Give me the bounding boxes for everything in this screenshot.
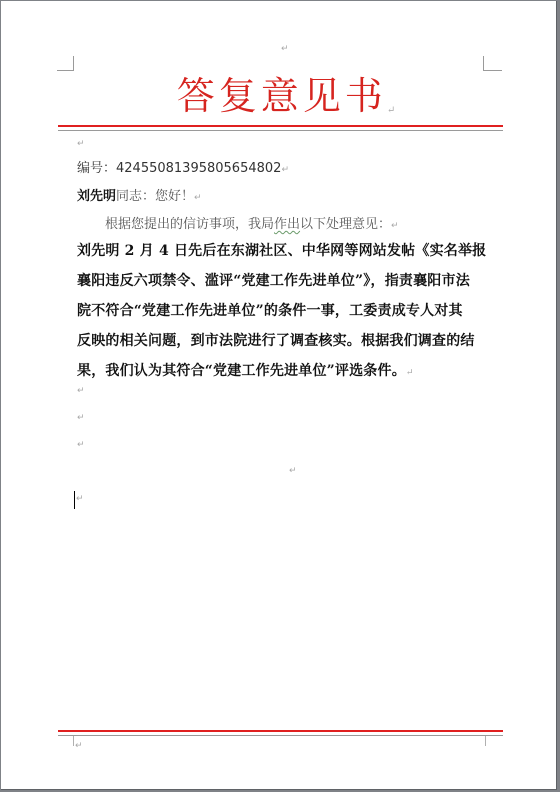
paragraph-mark: ↵ xyxy=(77,139,85,149)
serial-number: 424550813958056548​02 xyxy=(116,161,282,176)
margin-corner-bottom-left xyxy=(73,736,74,746)
recipient-name: 刘先明 xyxy=(77,189,117,204)
body-line: 院不符合“党建工作先进单位”的条件一事，工委责成专人对其 xyxy=(77,303,463,319)
paragraph-mark: ↵ xyxy=(405,368,414,378)
body-line: 刘先明 2 月 4 日先后在东湖社区、中华网等网站发帖《实名举报 xyxy=(77,243,487,259)
reply-body-paragraph[interactable] xyxy=(77,236,505,386)
text-cursor xyxy=(74,491,75,509)
paragraph-mark: ↵ xyxy=(391,221,399,231)
paragraph-mark: ↵ xyxy=(281,44,289,54)
paragraph-mark: ↵ xyxy=(77,386,85,396)
document-page[interactable] xyxy=(1,1,557,790)
footer-gray-rule xyxy=(58,735,503,736)
intro-text-2: 以下处理意见： xyxy=(300,217,392,232)
title-text: 答复意见书 xyxy=(176,74,387,118)
paragraph-mark: ↵ xyxy=(75,741,83,751)
paragraph-mark: ↵ xyxy=(289,466,297,476)
margin-corner-bottom-right xyxy=(485,736,486,746)
paragraph-mark: ↵ xyxy=(386,105,396,116)
serial-label: 编号： xyxy=(77,161,117,176)
serial-number-line[interactable] xyxy=(77,157,289,176)
header-gray-rule xyxy=(58,130,503,131)
paragraph-mark: ↵ xyxy=(77,413,85,423)
intro-text-1: 根据您提出的信访事项，我局 xyxy=(105,217,275,232)
header-red-rule xyxy=(58,125,503,127)
footer-red-rule xyxy=(58,730,503,732)
body-line: 反映的相关问题，到市法院进行了调查核实。根据我们调查的结 xyxy=(77,333,475,349)
greeting-line[interactable] xyxy=(77,185,202,204)
body-line: 果，我们认为其符合“党建工作先进单位”评选条件。↵ xyxy=(77,363,414,379)
paragraph-mark: ↵ xyxy=(77,440,85,450)
paragraph-mark: ↵ xyxy=(281,165,289,175)
body-line: 襄阳违反六项禁令、滥评“党建工作先进单位”》，指责襄阳市法 xyxy=(77,273,470,289)
intro-line[interactable] xyxy=(105,213,399,232)
intro-text-wavy: 作出 xyxy=(274,217,301,232)
paragraph-mark: ↵ xyxy=(194,193,202,203)
greeting-text: 同志：您好！ xyxy=(116,189,195,204)
paragraph-mark: ↵ xyxy=(76,494,84,504)
